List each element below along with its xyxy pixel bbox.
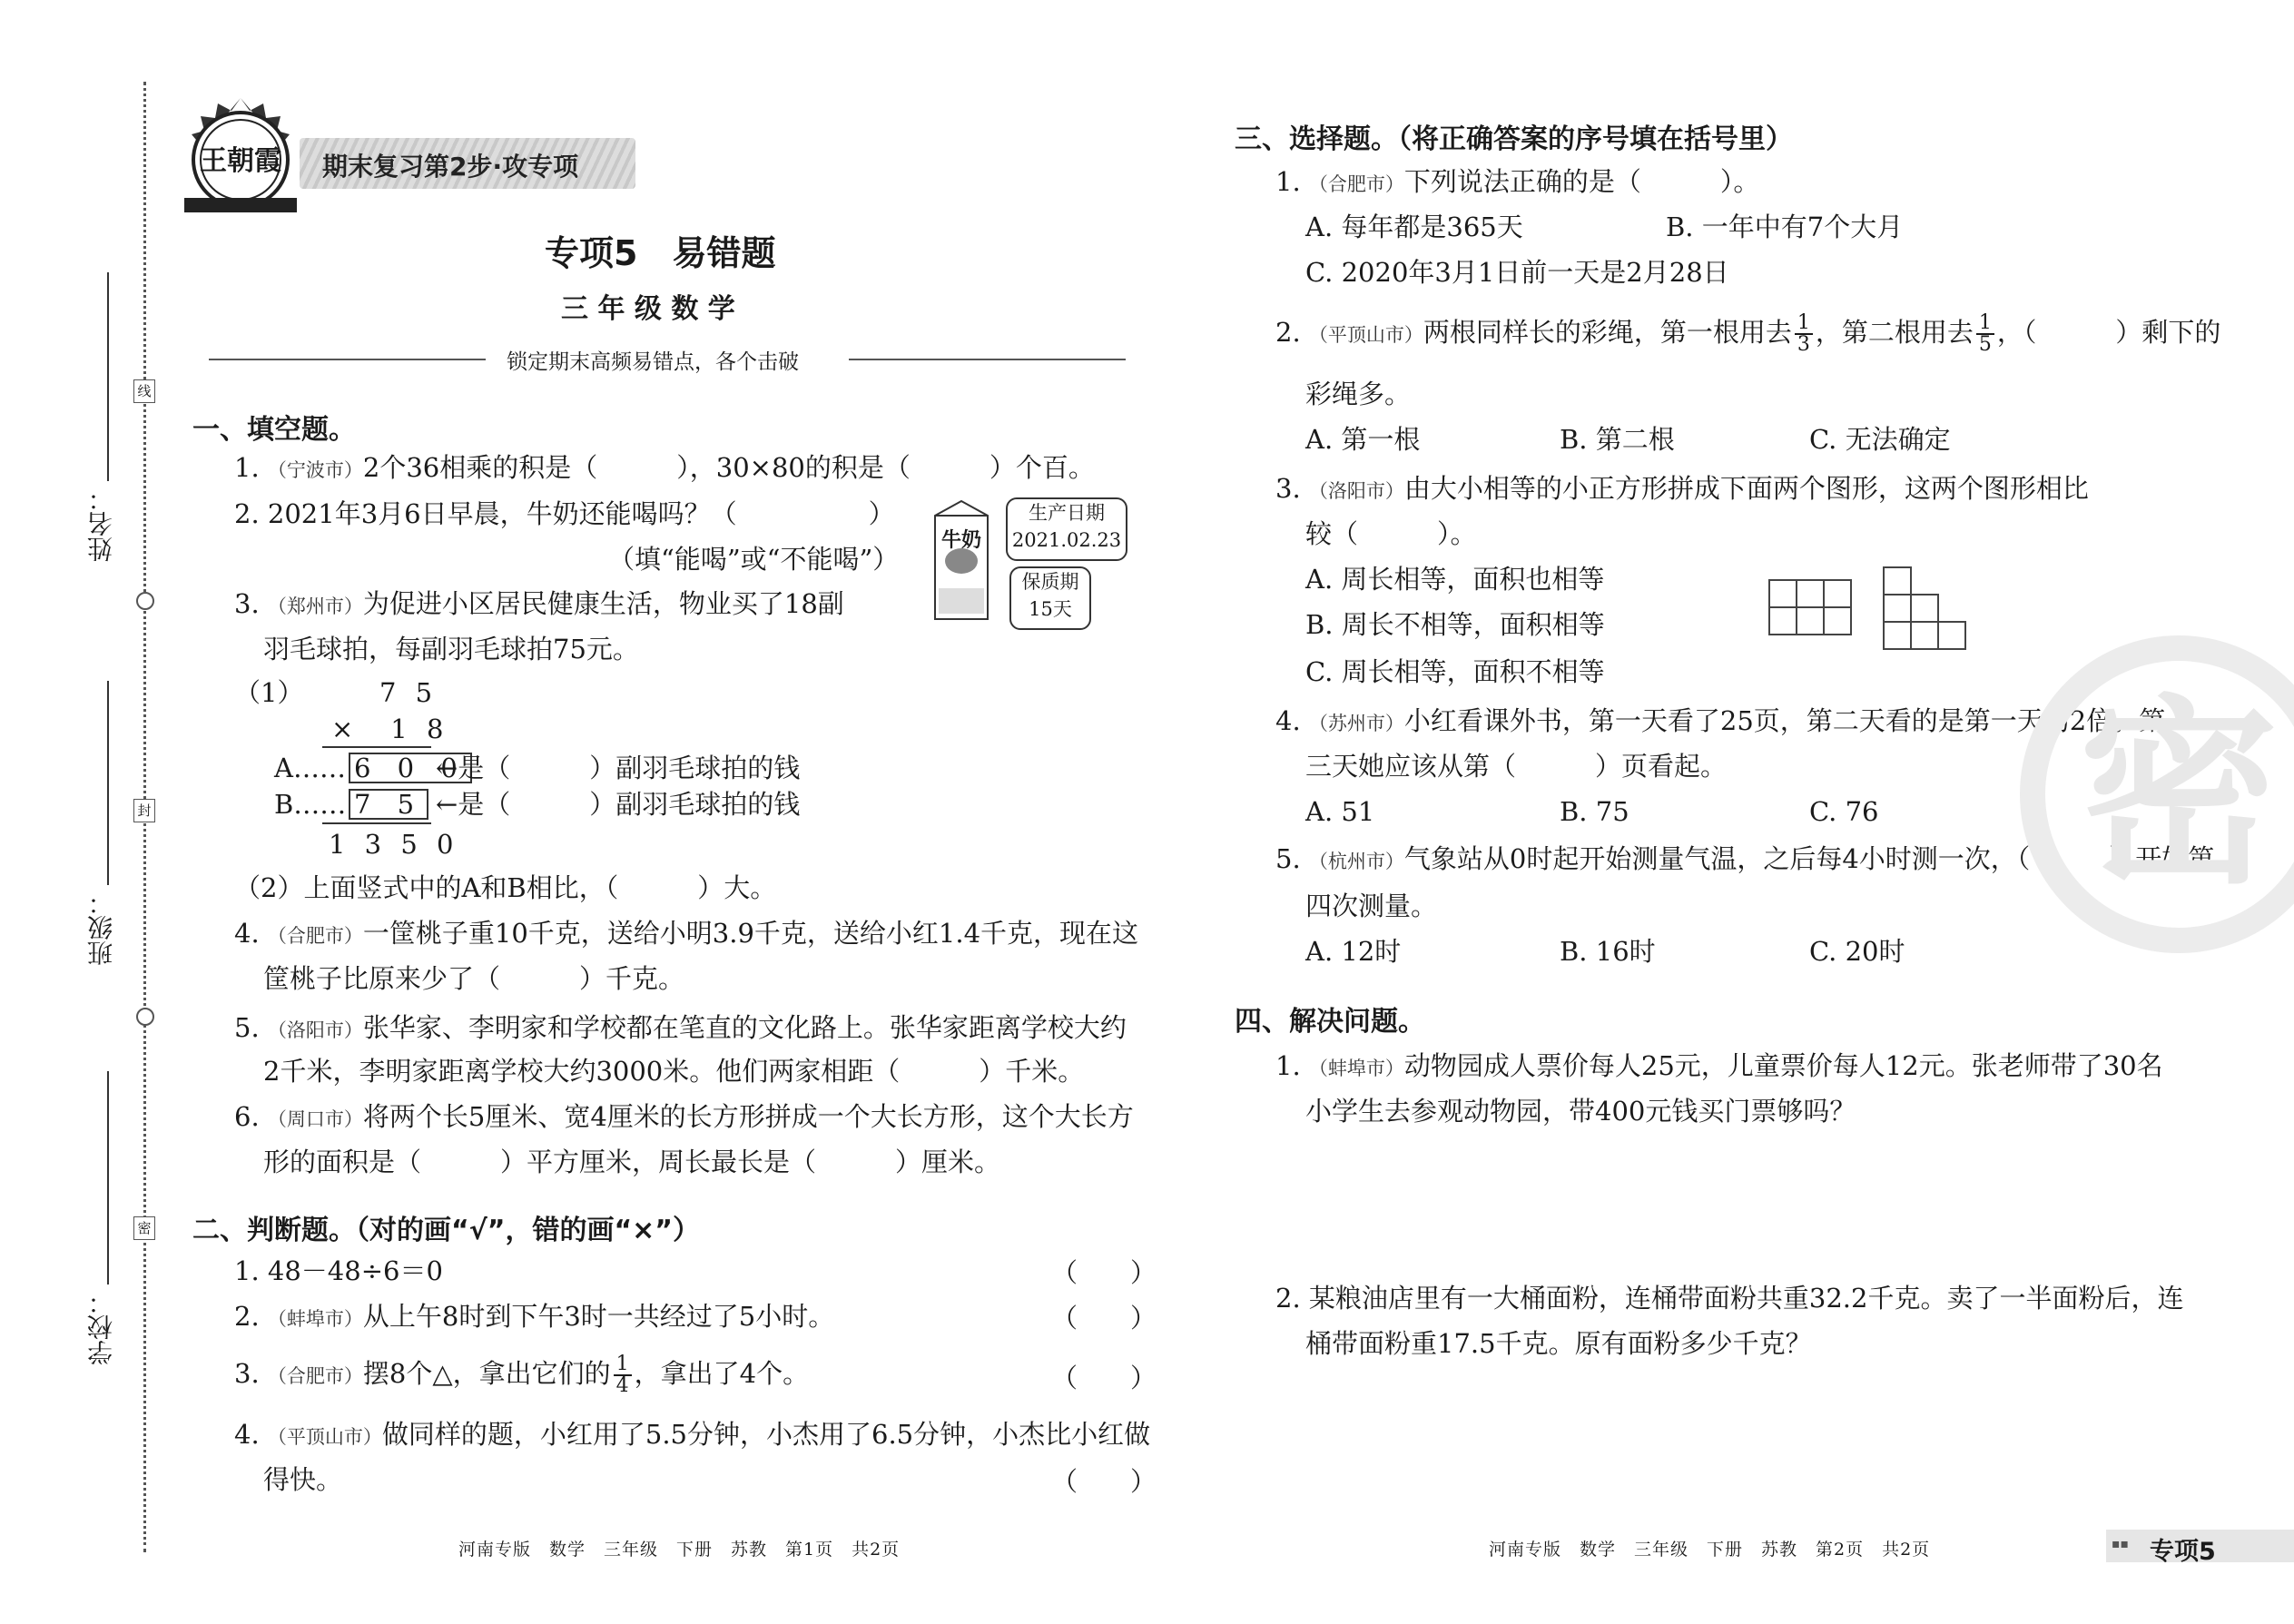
tagline-rule-left bbox=[209, 359, 486, 360]
s1-q2: 2. 2021年3月6日早晨，牛奶还能喝吗？（ ） bbox=[234, 498, 895, 529]
city-tag: （苏州市） bbox=[1308, 713, 1404, 734]
s3-q4-option-b[interactable]: B. 75 bbox=[1560, 796, 1629, 827]
s2-q4-answer[interactable]: （ ） bbox=[1051, 1466, 1157, 1497]
s1-q4-line2: 筐桃子比原来少了（ ）千克。 bbox=[263, 963, 685, 994]
seal-mark-seal: 封 bbox=[133, 799, 155, 822]
s3-q5-line1: 气象站从0时起开始测量气温，之后每4小时测一次，（ ）开始第 bbox=[1403, 843, 2215, 874]
banner-text: 期末复习第2步·攻专项 bbox=[322, 152, 579, 182]
fraction-numerator: 1 bbox=[1795, 313, 1813, 335]
fraction-one-quarter bbox=[614, 1354, 632, 1396]
calc-b-label: B…… bbox=[274, 789, 347, 820]
shelf-life-value: 15天 bbox=[1029, 598, 1072, 620]
fraction-denominator: 5 bbox=[1978, 333, 1992, 356]
tagline: 锁定期末高频易错点，各个击破 bbox=[507, 350, 799, 374]
s3-q3-line1: 由大小相等的小正方形拼成下面两个图形，这两个图形相比 bbox=[1403, 473, 2089, 504]
s1-q3: 3. （郑州市）为促进小区居民健康生活，物业买了18副 bbox=[234, 588, 844, 619]
city-tag: （洛阳市） bbox=[267, 1019, 363, 1041]
s4-q2-line2: 桶带面粉重17.5千克。原有面粉多少千克？ bbox=[1305, 1328, 1812, 1359]
name-field-line[interactable] bbox=[107, 272, 109, 481]
watermark-character: 密 bbox=[2078, 678, 2279, 910]
milk-carton bbox=[930, 497, 993, 623]
city-tag: （蚌埠市） bbox=[1308, 1058, 1404, 1079]
s3-q3-line2: 较（ ）。 bbox=[1305, 518, 1477, 549]
s1-q3-line1: 为促进小区居民健康生活，物业买了18副 bbox=[362, 588, 844, 619]
fraction-numerator: 1 bbox=[1976, 313, 1994, 335]
s3-q1-option-a[interactable]: A. 每年都是365天 bbox=[1305, 212, 1523, 242]
section4-title: 四、解决问题。 bbox=[1235, 1006, 1425, 1038]
production-date-box bbox=[1006, 497, 1127, 561]
s1-q5-line2: 2千米，李明家距离学校大约3000米。他们两家相距（ ）千米。 bbox=[263, 1056, 1085, 1087]
calc-b-value bbox=[349, 786, 428, 822]
calc-a-box: 6 0 0 bbox=[349, 753, 472, 783]
section1-title: 一、填空题。 bbox=[192, 414, 356, 446]
production-date-value: 2021.02.23 bbox=[1011, 529, 1122, 551]
s3-q1-option-b[interactable]: B. 一年中有7个大月 bbox=[1666, 212, 1904, 242]
s2-q1-answer[interactable]: （ ） bbox=[1051, 1257, 1157, 1288]
s3-q5-line2: 四次测量。 bbox=[1305, 891, 1438, 921]
s2-q2: 2. （蚌埠市）从上午8时到下午3时一共经过了5小时。 bbox=[234, 1301, 835, 1332]
footer-right: 河南专版 数学 三年级 下册 苏教 第2页 共2页 bbox=[1489, 1540, 1931, 1560]
calc-multiplier: × 1 8 bbox=[331, 714, 449, 744]
s3-q5-option-c[interactable]: C. 20时 bbox=[1809, 936, 1905, 967]
s3-q4-line2: 三天她应该从第（ ）页看起。 bbox=[1305, 751, 1728, 782]
page-subtitle: 三 年 级 数 学 bbox=[561, 293, 735, 325]
s3-q2-line2: 彩绳多。 bbox=[1305, 379, 1412, 409]
s3-q3-option-b[interactable]: B. 周长不相等，面积相等 bbox=[1305, 609, 1605, 640]
calc-multiplicand: 7 5 bbox=[379, 677, 438, 708]
fraction-one-fifth bbox=[1976, 313, 1994, 355]
s1-q5: 5. （洛阳市）张华家、李明家和学校都在笔直的文化路上。张华家距离学校大约 bbox=[234, 1012, 1127, 1043]
s2-q3: 3. （合肥市）摆8个△，拿出它们的 $\frac{1}{4}$ ，拿出了4个。 bbox=[234, 1353, 810, 1397]
city-tag: （宁波市） bbox=[267, 459, 363, 481]
s2-q2-text: 从上午8时到下午3时一共经过了5小时。 bbox=[362, 1301, 835, 1332]
s2-q3-pre: 摆8个△，拿出它们的 bbox=[362, 1358, 611, 1389]
fraction-one-third bbox=[1795, 313, 1813, 355]
tagline-rule-right bbox=[849, 359, 1126, 360]
calc-rule-top bbox=[322, 746, 431, 748]
s4-q1-line1: 动物园成人票价每人25元，儿童票价每人12元。张老师带了30名 bbox=[1403, 1050, 2163, 1081]
calc-b-box: 7 5 bbox=[349, 789, 428, 820]
name-label: 姓名： bbox=[86, 486, 116, 562]
s3-q1-option-c[interactable]: C. 2020年3月1日前一天是2月28日 bbox=[1305, 257, 1729, 288]
s1-q4-line1: 一筐桃子重10千克，送给小明3.9千克，送给小红1.4千克，现在这 bbox=[362, 918, 1139, 949]
s3-q2: 2. （平顶山市）两根同样长的彩绳，第一根用去 $\frac{1}{3}$ ，第二根用去 $\frac{1}{5}$ ，（ ）剩下的 bbox=[1275, 311, 2221, 356]
class-field-line[interactable] bbox=[107, 681, 109, 885]
school-field-line[interactable] bbox=[107, 1071, 109, 1284]
binding-hole bbox=[136, 592, 154, 610]
figure-rectangle-grid bbox=[1768, 579, 1852, 635]
s2-q3-answer[interactable]: （ ） bbox=[1051, 1363, 1157, 1393]
s1-q3-line2: 羽毛球拍，每副羽毛球拍75元。 bbox=[263, 634, 639, 664]
secret-watermark bbox=[2020, 635, 2294, 953]
city-tag: （蚌埠市） bbox=[267, 1308, 363, 1330]
s3-q3-option-c[interactable]: C. 周长相等，面积不相等 bbox=[1305, 656, 1605, 687]
brand-logo bbox=[177, 91, 304, 218]
s3-q1-text: 下列说法正确的是（ ）。 bbox=[1403, 166, 1760, 197]
s1-q5-line1: 张华家、李明家和学校都在笔直的文化路上。张华家距离学校大约 bbox=[362, 1012, 1127, 1043]
seal-mark-secret: 密 bbox=[133, 1216, 155, 1240]
city-tag: （合肥市） bbox=[1308, 173, 1404, 195]
brand-name: 王朝霞 bbox=[200, 145, 281, 177]
s2-q1: 1. 48－48÷6＝0 bbox=[234, 1255, 443, 1286]
s2-q4: 4. （平顶山市）做同样的题，小红用了5.5分钟，小杰用了6.5分钟，小杰比小红做 bbox=[234, 1419, 1151, 1450]
s3-q5-option-b[interactable]: B. 16时 bbox=[1560, 936, 1656, 967]
seal-mark-line: 线 bbox=[133, 379, 155, 403]
calc-rule-bottom bbox=[322, 822, 431, 824]
city-tag: （周口市） bbox=[267, 1108, 363, 1130]
s1-q3b: （2）上面竖式中的A和B相比，（ ）大。 bbox=[234, 872, 777, 903]
s3-q2-mid: ，第二根用去 bbox=[1815, 317, 1974, 348]
page-tab bbox=[2106, 1530, 2294, 1566]
shelf-life-label: 保质期 bbox=[1021, 571, 1079, 593]
s3-q5-option-a[interactable]: A. 12时 bbox=[1305, 936, 1402, 967]
s1-q6: 6. （周口市）将两个长5厘米、宽4厘米的长方形拼成一个大长方形，这个大长方 bbox=[234, 1101, 1134, 1132]
s4-q2-line1: 某粮油店里有一大桶面粉，连桶带面粉共重32.2千克。卖了一半面粉后，连 bbox=[1308, 1283, 2184, 1314]
city-tag: （平顶山市） bbox=[267, 1426, 382, 1448]
calc-a-label: A…… bbox=[274, 753, 346, 783]
section3-title: 三、选择题。（将正确答案的序号填在括号里） bbox=[1235, 123, 1793, 155]
s1-q4: 4. （合肥市）一筐桃子重10千克，送给小明3.9千克，送给小红1.4千克，现在这 bbox=[234, 918, 1139, 949]
milk-label: 牛奶 bbox=[940, 529, 981, 552]
s1-q6-line1: 将两个长5厘米、宽4厘米的长方形拼成一个大长方形，这个大长方 bbox=[362, 1101, 1134, 1132]
figure-staircase-grid bbox=[1883, 566, 1966, 654]
calc-b-note: ←是（ ）副羽毛球拍的钱 bbox=[436, 789, 801, 820]
s3-q4-line1: 小红看课外书，第一天看了25页，第二天看的是第一天的2倍。第 bbox=[1403, 705, 2166, 736]
city-tag: （平顶山市） bbox=[1308, 324, 1423, 346]
s4-q2: 2. 某粮油店里有一大桶面粉，连桶带面粉共重32.2千克。卖了一半面粉后，连 bbox=[1275, 1283, 2184, 1314]
s1-q6-line2: 形的面积是（ ）平方厘米，周长最长是（ ）厘米。 bbox=[263, 1147, 1001, 1177]
fraction-denominator: 3 bbox=[1797, 333, 1810, 356]
s1-q2-hint: （填“能喝”或“不能喝”） bbox=[608, 544, 900, 575]
s3-q3-option-a[interactable]: A. 周长相等，面积也相等 bbox=[1305, 564, 1605, 595]
s1-q1-text: 2个36相乘的积是（ ），30×80的积是（ ）个百。 bbox=[362, 452, 1095, 483]
calc-result: 1 3 5 0 bbox=[329, 829, 459, 860]
s2-q3-post: ，拿出了4个。 bbox=[634, 1358, 810, 1389]
city-tag: （洛阳市） bbox=[1308, 480, 1404, 502]
fraction-numerator: 1 bbox=[614, 1354, 632, 1376]
s1-q2-text: 2021年3月6日早晨，牛奶还能喝吗？（ ） bbox=[267, 498, 895, 529]
section2-title: 二、判断题。（对的画“√”，错的画“×”） bbox=[192, 1215, 701, 1246]
s3-q4: 4. （苏州市）小红看课外书，第一天看了25页，第二天看的是第一天的2倍。第 bbox=[1275, 705, 2166, 736]
s3-q1: 1. （合肥市）下列说法正确的是（ ）。 bbox=[1275, 166, 1760, 197]
city-tag: （郑州市） bbox=[267, 595, 363, 617]
fraction-denominator: 4 bbox=[615, 1374, 629, 1397]
s2-q2-answer[interactable]: （ ） bbox=[1051, 1303, 1157, 1334]
city-tag: （合肥市） bbox=[267, 925, 363, 947]
s3-q2-post: ，（ ）剩下的 bbox=[1996, 317, 2221, 348]
s3-q2-option-b[interactable]: B. 第二根 bbox=[1560, 424, 1675, 455]
s3-q5: 5. （杭州市）气象站从0时起开始测量气温，之后每4小时测一次，（ ）开始第 bbox=[1275, 843, 2215, 874]
calc-a-note: ←是（ ）副羽毛球拍的钱 bbox=[436, 753, 801, 783]
footer-left: 河南专版 数学 三年级 下册 苏教 第1页 共2页 bbox=[458, 1540, 901, 1560]
s3-q2-pre: 两根同样长的彩绳，第一根用去 bbox=[1423, 317, 1792, 348]
s2-q4-line2: 得快。 bbox=[263, 1464, 343, 1495]
s2-q4-line1: 做同样的题，小红用了5.5分钟，小杰用了6.5分钟，小杰比小红做 bbox=[381, 1419, 1151, 1450]
page-title: 专项5 易错题 bbox=[545, 233, 776, 273]
page-tab-label: 专项5 bbox=[2150, 1538, 2216, 1566]
s3-q2-option-a[interactable]: A. 第一根 bbox=[1305, 424, 1421, 455]
s3-q2-option-c[interactable]: C. 无法确定 bbox=[1809, 424, 1951, 455]
shelf-life-box bbox=[1009, 566, 1091, 630]
s3-q4-option-a[interactable]: A. 51 bbox=[1305, 796, 1375, 827]
binding-hole bbox=[136, 1008, 154, 1026]
calc-part-label: （1） bbox=[234, 677, 304, 708]
city-tag: （合肥市） bbox=[267, 1365, 363, 1387]
s4-q1-line2: 小学生去参观动物园，带400元钱买门票够吗？ bbox=[1305, 1096, 1856, 1127]
s1-q1: 1. （宁波市）2个36相乘的积是（ ），30×80的积是（ ）个百。 bbox=[234, 452, 1095, 483]
s3-q3: 3. （洛阳市）由大小相等的小正方形拼成下面两个图形，这两个图形相比 bbox=[1275, 473, 2089, 504]
city-tag: （杭州市） bbox=[1308, 851, 1404, 872]
class-label: 班级： bbox=[86, 890, 116, 966]
school-label: 学校： bbox=[86, 1289, 116, 1365]
tab-squares-icon: ▪▪ bbox=[2112, 1537, 2129, 1551]
s3-q4-option-c[interactable]: C. 76 bbox=[1809, 796, 1879, 827]
production-date-label: 生产日期 bbox=[1029, 502, 1105, 524]
s4-q1: 1. （蚌埠市）动物园成人票价每人25元，儿童票价每人12元。张老师带了30名 bbox=[1275, 1050, 2163, 1081]
